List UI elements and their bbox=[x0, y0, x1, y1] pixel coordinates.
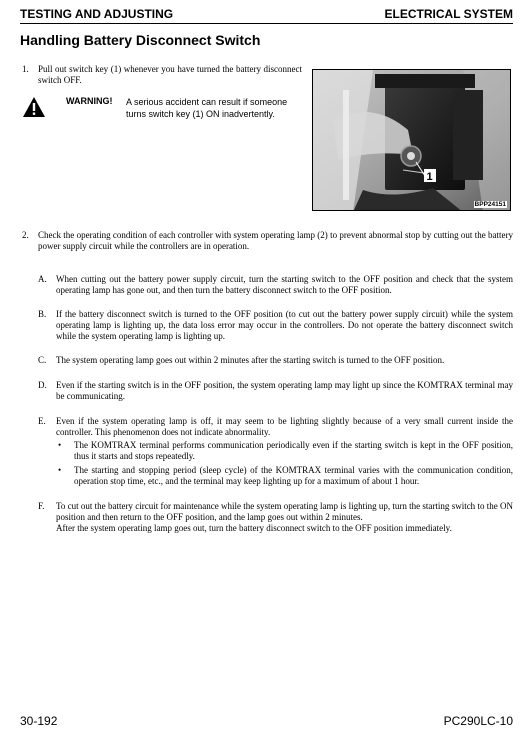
warning-triangle-icon bbox=[22, 96, 46, 118]
item-b-label: B. bbox=[38, 309, 47, 319]
model-number: PC290LC-10 bbox=[443, 714, 513, 728]
item-d-text: Even if the starting switch is in the OFF position, the system operating lamp may light up since the KOMTRAX terminal may be communicating. bbox=[56, 380, 513, 401]
item-c-text: The system operating lamp goes out within 2 minutes after the starting switch is turned to the OFF position. bbox=[56, 355, 445, 365]
item-c-label: C. bbox=[38, 355, 47, 365]
item-a-text: When cutting out the battery power supply circuit, turn the starting switch to the OFF position and check that the system operating lamp has gone out, and then turn the battery disconnect switch to the OFF position. bbox=[56, 274, 513, 295]
item-f-label: F. bbox=[38, 501, 45, 511]
photo-image bbox=[313, 70, 511, 211]
step-2-text: Check the operating condition of each controller with system operating lamp (2) to prevent abnormal stop by cutting out the battery power supply circuit while the controllers are in operation. bbox=[38, 230, 513, 251]
photo-callout-label: 1 bbox=[426, 171, 433, 183]
bullet-icon: • bbox=[58, 440, 62, 450]
warning-label: WARNING! bbox=[66, 96, 113, 106]
item-a-label: A. bbox=[38, 274, 47, 284]
warning-text: A serious accident can result if someone turns switch key (1) ON inadvertently. bbox=[126, 97, 288, 119]
item-b-text: If the battery disconnect switch is turned to the OFF position (to cut out the battery power supply circuit) while the system operating lamp is lighting up, the data loss error may occur in the controllers. Do not operate the battery disconnect switch while the system operating lamp is lighting up. bbox=[56, 309, 513, 341]
page-header bbox=[20, 7, 513, 21]
item-f-extra: After the system operating lamp goes out, turn the battery disconnect switch to the OFF position immediately. bbox=[56, 523, 452, 533]
page-title: Handling Battery Disconnect Switch bbox=[20, 32, 261, 48]
item-e-text: Even if the system operating lamp is off, it may seem to be lighting slightly because of a very small current inside the controller. This phenomenon does not indicate abnormality. bbox=[56, 416, 513, 437]
page-number: 30-192 bbox=[20, 714, 58, 728]
header-section: TESTING AND ADJUSTING bbox=[20, 7, 174, 21]
item-f-text: To cut out the battery circuit for maintenance while the system operating lamp is lighting up, turn the starting switch to the ON position and then return to the OFF position, and the lamp goes out within 2 minutes. bbox=[56, 501, 513, 522]
battery-switch-photo bbox=[312, 69, 511, 211]
step-1-text: Pull out switch key (1) whenever you have turned the battery disconnect switch OFF. bbox=[38, 64, 302, 85]
step-1-number: 1. bbox=[22, 64, 29, 74]
item-d-label: D. bbox=[38, 380, 47, 390]
step-2-number: 2. bbox=[22, 230, 29, 240]
item-e-bullet-2: The starting and stopping period (sleep cycle) of the KOMTRAX terminal varies with the communication condition, operation stop time, etc., and the terminal may keep lighting up for a maximum of about 1 hour. bbox=[74, 465, 513, 486]
item-e-bullet-1: The KOMTRAX terminal performs communication periodically even if the starting switch is kept in the OFF position, thus it starts and stops repeatedly. bbox=[74, 440, 513, 461]
item-e-label: E. bbox=[38, 416, 46, 426]
bullet-icon: • bbox=[58, 465, 62, 475]
header-chapter: ELECTRICAL SYSTEM bbox=[384, 7, 513, 21]
header-rule bbox=[20, 23, 513, 24]
photo-caption: BPP24151 bbox=[474, 201, 506, 208]
